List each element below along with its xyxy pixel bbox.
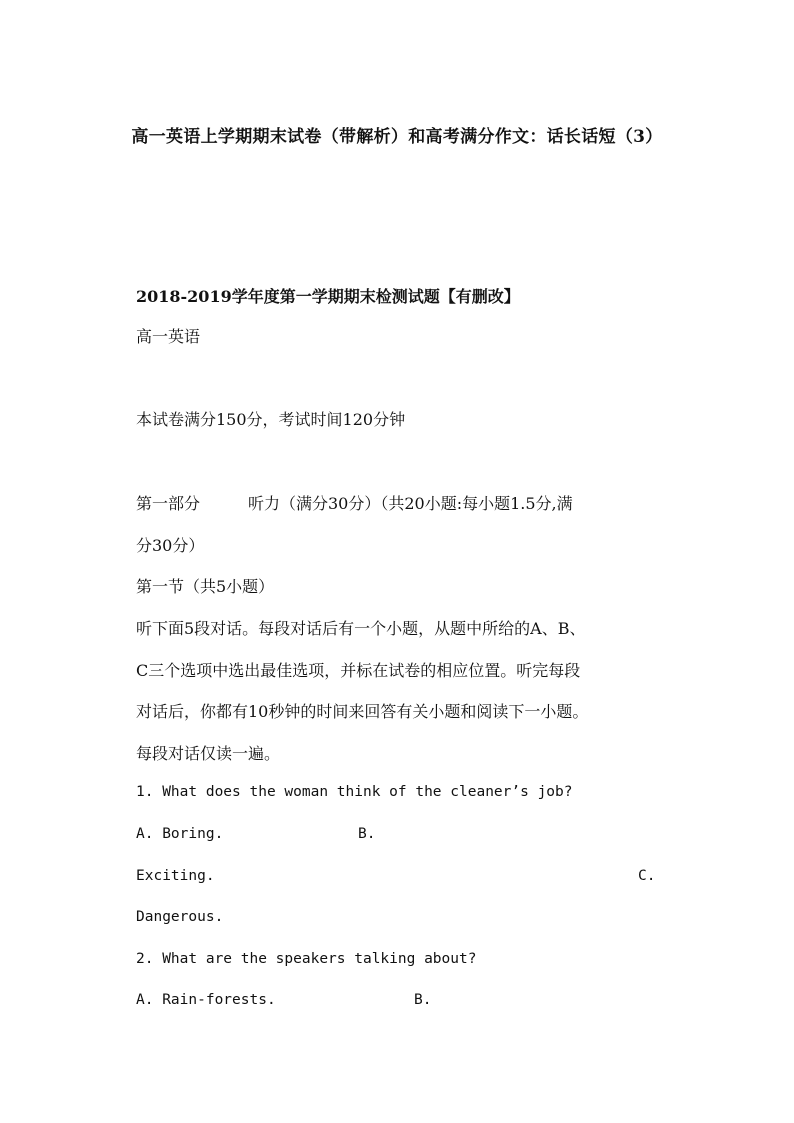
part1-description-cont: 分30分） (136, 536, 205, 555)
question-2-text: 2. What are the speakers talking about? (136, 951, 477, 967)
instruction-line: 对话后，你都有10秒钟的时间来回答有关小题和阅读下一小题。 (136, 702, 589, 721)
part1-description: 听力（满分30分）（共20小题:每小题1.5分,满 (248, 494, 573, 513)
question-1-option-c-text: Dangerous. (136, 909, 224, 925)
document-title: 高一英语上学期期末试卷（带解析）和高考满分作文：话长话短（3） (131, 127, 663, 147)
part1-label: 第一部分 (136, 494, 201, 513)
question-1-text: 1. What does the woman think of the cleaner’s job? (136, 784, 573, 800)
exam-heading: 2018-2019学年度第一学期期末检测试题【有删改】 (136, 287, 520, 306)
question-2-option-a: A. Rain-forests. (136, 992, 276, 1008)
question-1-option-c-label: C. (638, 868, 656, 884)
question-1-option-b-text: Exciting. (136, 868, 215, 884)
question-2-option-b-label: B. (414, 992, 432, 1008)
section1-label: 第一节（共5小题） (136, 577, 275, 596)
exam-info: 本试卷满分150分，考试时间120分钟 (136, 410, 406, 429)
instruction-line: 听下面5段对话。每段对话后有一个小题，从题中所给的A、B、 (136, 619, 586, 638)
subject-label: 高一英语 (136, 327, 201, 346)
instruction-line: C三个选项中选出最佳选项，并标在试卷的相应位置。听完每段 (136, 661, 581, 680)
question-1-option-a: A. Boring. (136, 826, 224, 842)
question-1-option-b-label: B. (358, 826, 376, 842)
instruction-line: 每段对话仅读一遍。 (136, 744, 281, 763)
